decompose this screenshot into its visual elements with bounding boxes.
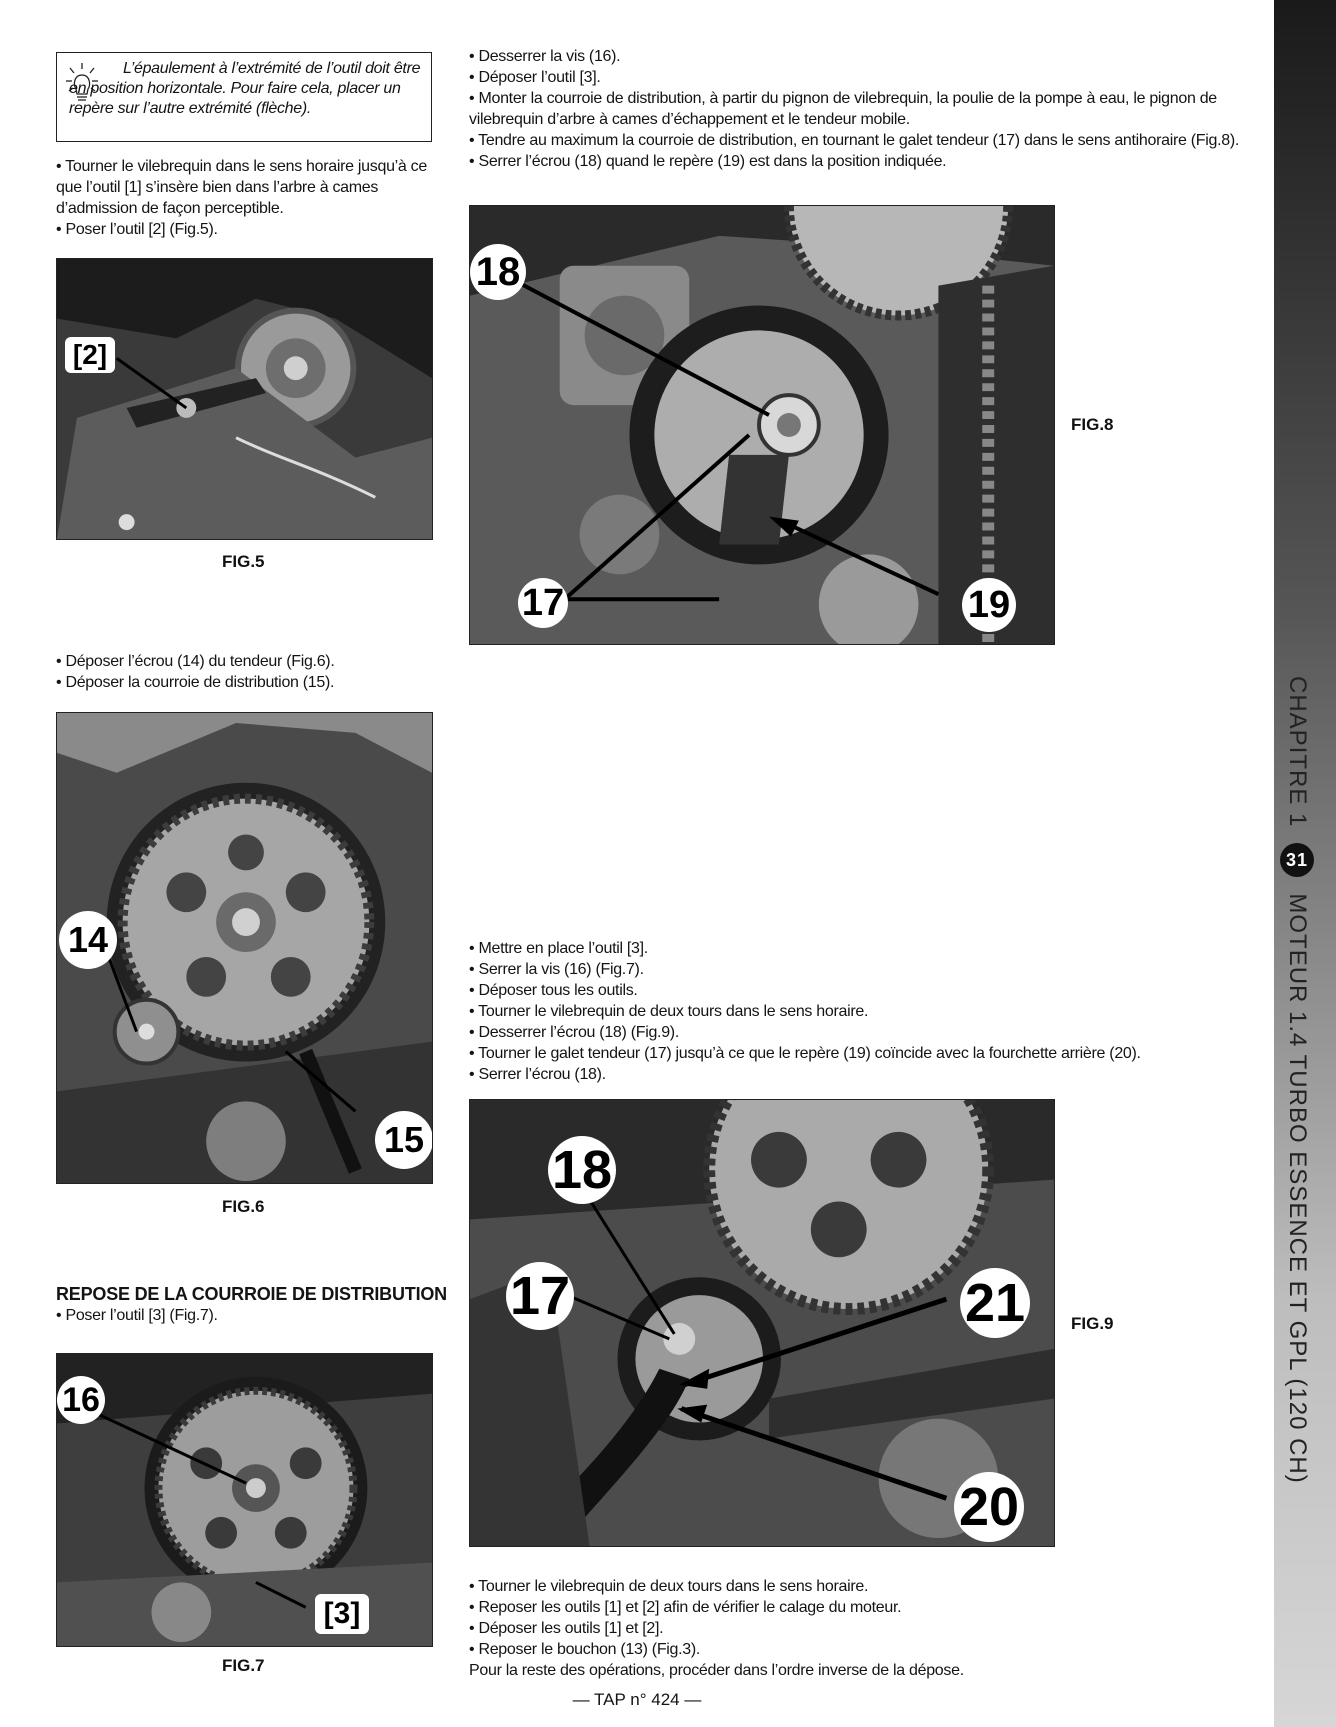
page-number-badge: 31 xyxy=(1280,843,1314,877)
text-line: • Tourner le vilebrequin de deux tours dans le sens horaire. xyxy=(469,1003,869,1020)
callout-3: [3] xyxy=(315,1594,369,1634)
fig9-label: FIG.9 xyxy=(1071,1314,1114,1333)
chapter-sidebar-text xyxy=(1280,676,1314,1484)
text-line: • Tendre au maximum la courroie de distribution, en tournant le galet tendeur (17) dans le sens antihoraire (Fig.8). xyxy=(469,132,1240,149)
fig5-label: FIG.5 xyxy=(222,552,265,571)
callout-18: 18 xyxy=(548,1136,616,1204)
text-line: • Serrer l’écrou (18) quand le repère (19) est dans la position indiquée. xyxy=(469,153,947,170)
text-line: • Déposer l’outil [3]. xyxy=(469,69,601,86)
text-line: Pour la reste des opérations, procéder dans l’ordre inverse de la dépose. xyxy=(469,1662,964,1679)
text-line: • Déposer les outils [1] et [2]. xyxy=(469,1620,664,1637)
chapter-label: CHAPITRE 1 xyxy=(1284,676,1311,828)
fig5-photo xyxy=(56,258,433,540)
text-line: • Poser l’outil [2] (Fig.5). xyxy=(56,221,218,238)
text-line: • Mettre en place l’outil [3]. xyxy=(469,940,648,957)
fig7-photo xyxy=(56,1353,433,1647)
text-line: • Tourner le vilebrequin de deux tours dans le sens horaire. xyxy=(469,1578,869,1595)
fig6-label: FIG.6 xyxy=(222,1197,265,1216)
fig7-label: FIG.7 xyxy=(222,1656,265,1675)
text-line: • Déposer la courroie de distribution (15). xyxy=(56,674,335,691)
text-line: • Reposer le bouchon (13) (Fig.3). xyxy=(469,1641,701,1658)
text-line: • Serrer l’écrou (18). xyxy=(469,1066,606,1083)
callout-16: 16 xyxy=(57,1376,105,1424)
text-line: • Déposer l’écrou (14) du tendeur (Fig.6). xyxy=(56,653,335,670)
text-line: • Reposer les outils [1] et [2] afin de vérifier le calage du moteur. xyxy=(469,1599,902,1616)
text-line: • Desserrer l’écrou (18) (Fig.9). xyxy=(469,1024,679,1041)
right-paragraph-2 xyxy=(469,938,1269,1085)
callout-21: 21 xyxy=(960,1268,1030,1338)
text-line: • Tourner le vilebrequin dans le sens horaire jusqu’à ce que l’outil [1] s’insère bien dans l’arbre à cames d’admission de façon perceptible. xyxy=(56,158,427,217)
callout-15: 15 xyxy=(375,1111,433,1169)
text-line: • Tourner le galet tendeur (17) jusqu’à ce que le repère (19) coïncide avec la fourchette arrière (20). xyxy=(469,1045,1141,1062)
fig8-label: FIG.8 xyxy=(1071,415,1114,434)
page-footer: — TAP n° 424 — xyxy=(572,1690,702,1709)
left-paragraph-1 xyxy=(56,156,436,240)
tip-note-text: L’épaulement à l’extrémité de l’outil doit être en position horizontale. Pour faire cela, placer un repère sur l’autre extrémité (flèche). xyxy=(69,60,421,117)
text-line: • Déposer tous les outils. xyxy=(469,982,638,999)
callout-17: 17 xyxy=(518,578,568,628)
callout-20: 20 xyxy=(954,1472,1024,1542)
text-line: • Poser l’outil [3] (Fig.7). xyxy=(56,1307,218,1324)
callout-17: 17 xyxy=(506,1262,574,1330)
left-paragraph-2 xyxy=(56,651,436,693)
right-paragraph-1 xyxy=(469,46,1269,172)
callout-19: 19 xyxy=(962,578,1016,632)
fig8-photo xyxy=(469,205,1055,645)
callout-18: 18 xyxy=(470,244,526,300)
text-line: • Desserrer la vis (16). xyxy=(469,48,621,65)
text-line: • Monter la courroie de distribution, à partir du pignon de vilebrequin, la poulie de la pompe à eau, le pignon de vilebrequin d’arbre à cames d’échappement et le tendeur mobile. xyxy=(469,90,1217,128)
fig9-photo xyxy=(469,1099,1055,1547)
callout-14: 14 xyxy=(59,911,117,969)
chapter-title: MOTEUR 1.4 TURBO ESSENCE ET GPL (120 CH) xyxy=(1284,893,1311,1484)
tip-note-box xyxy=(56,52,432,142)
text-line: • Serrer la vis (16) (Fig.7). xyxy=(469,961,644,978)
right-paragraph-3 xyxy=(469,1576,1269,1681)
callout-2: [2] xyxy=(65,337,115,373)
reassembly-section xyxy=(56,1284,456,1326)
section-heading: REPOSE DE LA COURROIE DE DISTRIBUTION xyxy=(56,1284,447,1304)
fig6-photo xyxy=(56,712,433,1184)
